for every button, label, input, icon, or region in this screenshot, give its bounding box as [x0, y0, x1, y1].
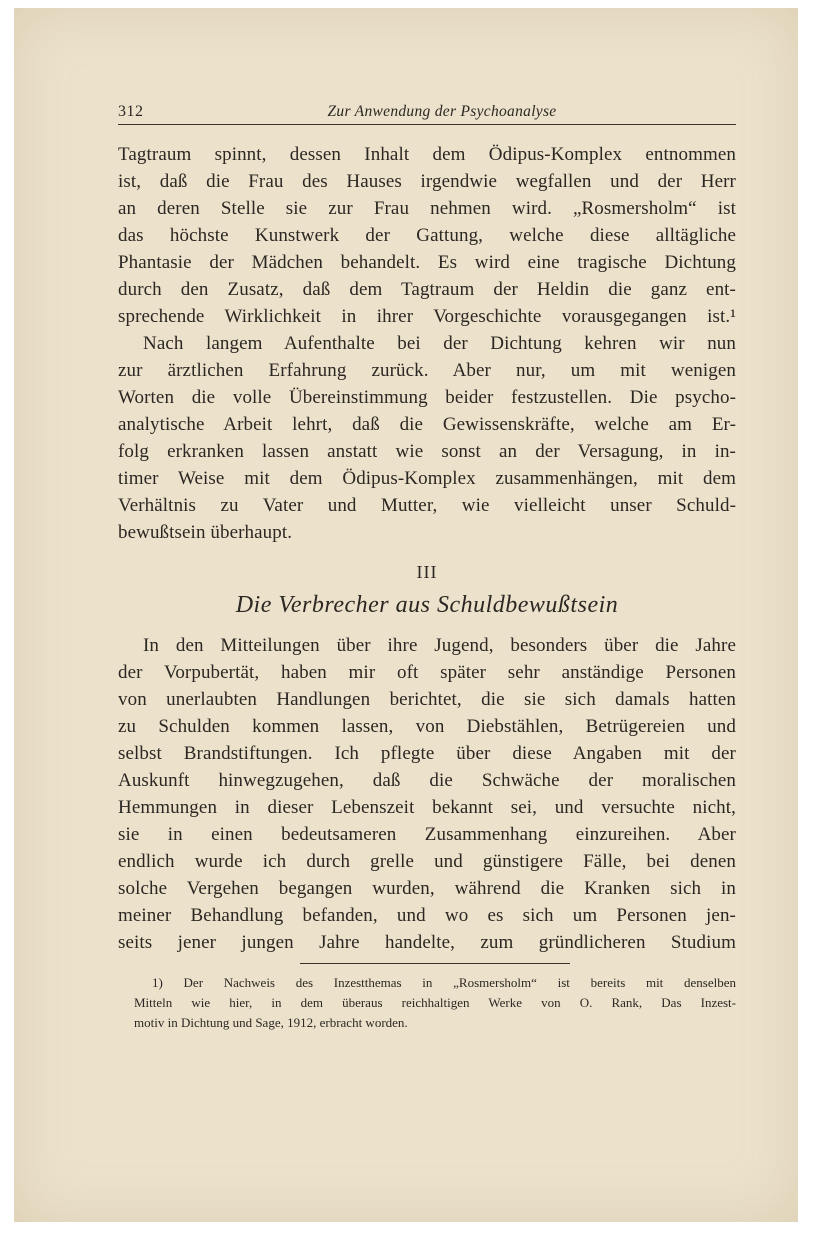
- text-line: selbst Brandstiftungen. Ich pflegte über diese Angaben mit der: [118, 743, 736, 764]
- text-line: Auskunft hinwegzugehen, daß die Schwäche der moralischen: [118, 770, 736, 791]
- text-line: ist, daß die Frau des Hauses irgendwie wegfallen und der Herr: [118, 171, 736, 192]
- footnote-line: motiv in Dichtung und Sage, 1912, erbracht worden.: [134, 1015, 408, 1030]
- section-number: III: [416, 562, 438, 582]
- text-line: timer Weise mit dem Ödipus-Komplex zusammenhängen, mit dem: [118, 468, 736, 489]
- text-line: analytische Arbeit lehrt, daß die Gewissenskräfte, welche am Er-: [118, 414, 736, 435]
- section-title: Die Verbrecher aus Schuldbewußtsein: [235, 592, 619, 618]
- text-line: Worten die volle Übereinstimmung beider festzustellen. Die psycho-: [118, 387, 736, 408]
- text-line: sie in einen bedeutsameren Zusammenhang einzureihen. Aber: [118, 824, 736, 845]
- text-line: an deren Stelle sie zur Frau nehmen wird. „Rosmersholm“ ist: [118, 198, 736, 219]
- text-line: Tagtraum spinnt, dessen Inhalt dem Ödipus-Komplex entnommen: [118, 144, 736, 165]
- text-line: sprechende Wirklichkeit in ihrer Vorgeschichte vorausgegangen ist.¹: [118, 306, 736, 327]
- page-number: 312: [118, 103, 144, 120]
- text-line: zur ärztlichen Erfahrung zurück. Aber nur, um mit wenigen: [118, 360, 736, 381]
- text-line: durch den Zusatz, daß dem Tagtraum der Heldin die ganz ent-: [118, 279, 736, 300]
- text-line: von unerlaubten Handlungen berichtet, die sie sich damals hatten: [118, 689, 736, 710]
- text-line: meiner Behandlung befanden, und wo es sich um Personen jen-: [118, 905, 736, 926]
- running-header: [118, 96, 736, 125]
- text-line: Phantasie der Mädchen behandelt. Es wird eine tragische Dichtung: [118, 252, 736, 273]
- footnote-line: 1) Der Nachweis des Inzestthemas in „Rosmersholm“ ist bereits mit denselben: [152, 975, 736, 990]
- footnote-line: Mitteln wie hier, in dem überaus reichhaltigen Werke von O. Rank, Das Inzest-: [134, 995, 736, 1010]
- paragraph-first-line: Nach langem Aufenthalte bei der Dichtung kehren wir nun: [143, 333, 736, 354]
- footnote-divider: [300, 963, 570, 964]
- text-line: bewußtsein überhaupt.: [118, 522, 293, 543]
- text-line: der Vorpubertät, haben mir oft später sehr anständige Personen: [118, 662, 736, 683]
- text-line: seits jener jungen Jahre handelte, zum gründlicheren Studium: [118, 932, 736, 953]
- text-line: solche Vergehen begangen wurden, während die Kranken sich in: [118, 878, 736, 899]
- text-line: endlich wurde ich durch grelle und günstigere Fälle, bei denen: [118, 851, 736, 872]
- text-line: folg erkranken lassen anstatt wie sonst an der Versagung, in in-: [118, 441, 736, 462]
- running-title: Zur Anwendung der Psychoanalyse: [327, 103, 557, 120]
- text-line: zu Schulden kommen lassen, von Diebstählen, Betrügereien und: [118, 716, 736, 737]
- paragraph-first-line: In den Mitteilungen über ihre Jugend, besonders über die Jahre: [143, 635, 736, 656]
- text-line: Hemmungen in dieser Lebenszeit bekannt sei, und versuchte nicht,: [118, 797, 736, 818]
- text-line: Verhältnis zu Vater und Mutter, wie vielleicht unser Schuld-: [118, 495, 736, 516]
- text-line: das höchste Kunstwerk der Gattung, welche diese alltägliche: [118, 225, 736, 246]
